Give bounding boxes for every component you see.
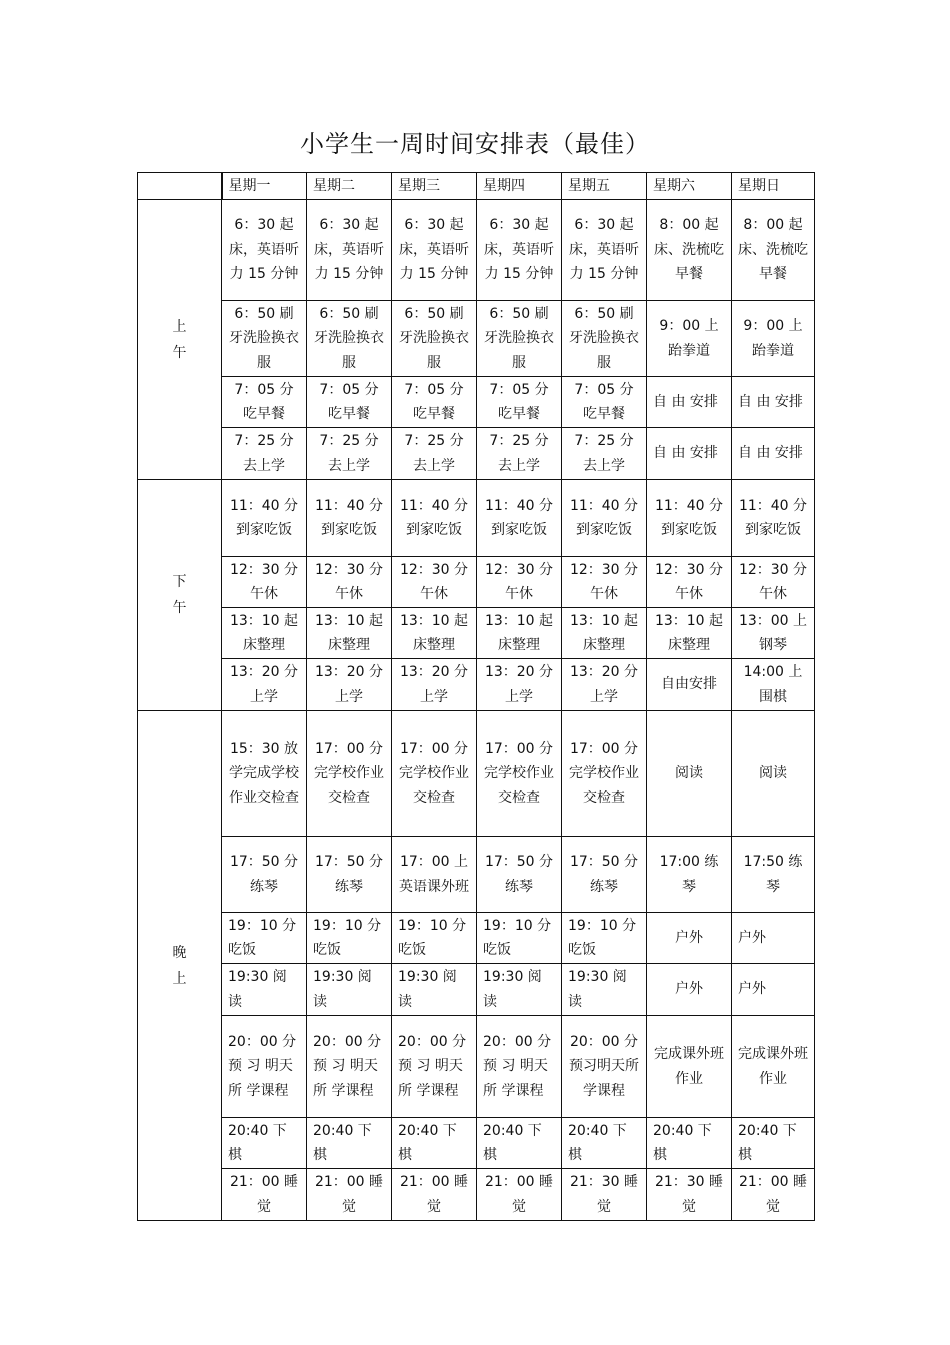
schedule-cell-sun: 户外 bbox=[732, 964, 815, 1016]
schedule-cell-sat: 自 由 安排 bbox=[647, 377, 732, 428]
schedule-cell-sat: 阅读 bbox=[647, 711, 732, 837]
schedule-cell-wed: 20：00 分预 习 明天 所 学课程 bbox=[392, 1016, 477, 1118]
schedule-cell-wed: 12：30 分午休 bbox=[392, 557, 477, 608]
schedule-cell-thu: 17：00 分完学校作业交检查 bbox=[477, 711, 562, 837]
schedule-cell-fri: 21：30 睡觉 bbox=[562, 1169, 647, 1221]
schedule-cell-tue: 13：20 分上学 bbox=[307, 659, 392, 711]
schedule-cell-sun: 8：00 起床、洗梳吃早餐 bbox=[732, 200, 815, 301]
header-day-sat: 星期六 bbox=[647, 173, 732, 200]
schedule-cell-mon: 20:40 下棋 bbox=[222, 1118, 307, 1169]
schedule-cell-sun: 阅读 bbox=[732, 711, 815, 837]
schedule-cell-thu: 21：00 睡觉 bbox=[477, 1169, 562, 1221]
schedule-cell-sat: 户外 bbox=[647, 964, 732, 1016]
schedule-cell-fri: 13：10 起床整理 bbox=[562, 608, 647, 659]
schedule-cell-sun: 自 由 安排 bbox=[732, 377, 815, 428]
schedule-cell-wed: 13：20 分上学 bbox=[392, 659, 477, 711]
schedule-cell-sat: 11：40 分到家吃饭 bbox=[647, 480, 732, 557]
schedule-cell-sun: 21：00 睡觉 bbox=[732, 1169, 815, 1221]
schedule-cell-thu: 17：50 分练琴 bbox=[477, 837, 562, 913]
schedule-cell-wed: 20:40 下棋 bbox=[392, 1118, 477, 1169]
schedule-cell-mon: 17：50 分练琴 bbox=[222, 837, 307, 913]
schedule-cell-thu: 11：40 分到家吃饭 bbox=[477, 480, 562, 557]
schedule-cell-tue: 13：10 起床整理 bbox=[307, 608, 392, 659]
schedule-cell-tue: 21：00 睡觉 bbox=[307, 1169, 392, 1221]
page-title: 小学生一周时间安排表（最佳） bbox=[300, 130, 650, 158]
schedule-cell-tue: 6：50 刷牙洗脸换衣服 bbox=[307, 301, 392, 377]
table-row bbox=[138, 557, 815, 608]
schedule-cell-mon: 20：00 分预 习 明天 所 学课程 bbox=[222, 1016, 307, 1118]
schedule-cell-thu: 6：50 刷牙洗脸换衣服 bbox=[477, 301, 562, 377]
schedule-cell-tue: 12：30 分午休 bbox=[307, 557, 392, 608]
schedule-cell-sat: 17:00 练琴 bbox=[647, 837, 732, 913]
schedule-cell-thu: 12：30 分午休 bbox=[477, 557, 562, 608]
schedule-cell-wed: 11：40 分到家吃饭 bbox=[392, 480, 477, 557]
table-row bbox=[138, 200, 815, 301]
schedule-cell-fri: 17：00 分完学校作业交检查 bbox=[562, 711, 647, 837]
period-label: 下 午 bbox=[138, 480, 222, 711]
schedule-cell-fri: 19：10 分吃饭 bbox=[562, 913, 647, 964]
schedule-cell-tue: 7：25 分去上学 bbox=[307, 428, 392, 480]
schedule-cell-sat: 21：30 睡觉 bbox=[647, 1169, 732, 1221]
schedule-cell-sun: 9：00 上跆拳道 bbox=[732, 301, 815, 377]
schedule-cell-sat: 完成课外班作业 bbox=[647, 1016, 732, 1118]
schedule-cell-sun: 户外 bbox=[732, 913, 815, 964]
schedule-cell-tue: 17：00 分完学校作业交检查 bbox=[307, 711, 392, 837]
schedule-cell-thu: 20：00 分预 习 明天 所 学课程 bbox=[477, 1016, 562, 1118]
schedule-cell-sun: 14:00 上围棋 bbox=[732, 659, 815, 711]
schedule-cell-tue: 17：50 分练琴 bbox=[307, 837, 392, 913]
table-row bbox=[138, 608, 815, 659]
schedule-cell-sun: 11：40 分到家吃饭 bbox=[732, 480, 815, 557]
schedule-cell-thu: 7：05 分吃早餐 bbox=[477, 377, 562, 428]
schedule-cell-wed: 7：05 分吃早餐 bbox=[392, 377, 477, 428]
schedule-cell-thu: 13：20 分上学 bbox=[477, 659, 562, 711]
schedule-cell-tue: 6：30 起床，英语听力 15 分钟 bbox=[307, 200, 392, 301]
schedule-cell-mon: 13：10 起床整理 bbox=[222, 608, 307, 659]
schedule-cell-tue: 7：05 分吃早餐 bbox=[307, 377, 392, 428]
table-row bbox=[138, 480, 815, 557]
schedule-cell-tue: 20：00 分预 习 明天 所 学课程 bbox=[307, 1016, 392, 1118]
table-row bbox=[138, 428, 815, 480]
schedule-cell-sat: 自 由 安排 bbox=[647, 428, 732, 480]
header-day-mon: 星期一 bbox=[222, 173, 307, 200]
table-row bbox=[138, 377, 815, 428]
schedule-cell-mon: 7：25 分去上学 bbox=[222, 428, 307, 480]
schedule-cell-thu: 19：10 分吃饭 bbox=[477, 913, 562, 964]
schedule-cell-fri: 17：50 分练琴 bbox=[562, 837, 647, 913]
table-row bbox=[138, 1169, 815, 1221]
period-label: 晚 上 bbox=[138, 711, 222, 1221]
schedule-cell-wed: 13：10 起床整理 bbox=[392, 608, 477, 659]
schedule-cell-mon: 6：30 起床，英语听力 15 分钟 bbox=[222, 200, 307, 301]
schedule-cell-sat: 13：10 起床整理 bbox=[647, 608, 732, 659]
schedule-cell-mon: 11：40 分到家吃饭 bbox=[222, 480, 307, 557]
header-day-wed: 星期三 bbox=[392, 173, 477, 200]
schedule-cell-mon: 12：30 分午休 bbox=[222, 557, 307, 608]
schedule-cell-sat: 户外 bbox=[647, 913, 732, 964]
schedule-cell-fri: 7：05 分吃早餐 bbox=[562, 377, 647, 428]
schedule-cell-fri: 13：20 分上学 bbox=[562, 659, 647, 711]
schedule-cell-thu: 19:30 阅读 bbox=[477, 964, 562, 1016]
header-day-tue: 星期二 bbox=[307, 173, 392, 200]
table-row bbox=[138, 1118, 815, 1169]
table-body bbox=[138, 200, 815, 1221]
schedule-cell-thu: 7：25 分去上学 bbox=[477, 428, 562, 480]
table-row bbox=[138, 659, 815, 711]
weekly-schedule-table bbox=[137, 172, 815, 1221]
schedule-cell-sun: 12：30 分午休 bbox=[732, 557, 815, 608]
schedule-cell-mon: 6：50 刷牙洗脸换衣服 bbox=[222, 301, 307, 377]
schedule-cell-sun: 完成课外班作业 bbox=[732, 1016, 815, 1118]
table-header bbox=[138, 173, 815, 200]
table-row bbox=[138, 301, 815, 377]
schedule-cell-sun: 13：00 上钢琴 bbox=[732, 608, 815, 659]
schedule-cell-fri: 7：25 分去上学 bbox=[562, 428, 647, 480]
schedule-cell-sun: 20:40 下棋 bbox=[732, 1118, 815, 1169]
schedule-cell-sat: 自由安排 bbox=[647, 659, 732, 711]
schedule-cell-mon: 21：00 睡觉 bbox=[222, 1169, 307, 1221]
schedule-cell-tue: 19：10 分吃饭 bbox=[307, 913, 392, 964]
schedule-cell-tue: 11：40 分到家吃饭 bbox=[307, 480, 392, 557]
schedule-cell-thu: 6：30 起床，英语听力 15 分钟 bbox=[477, 200, 562, 301]
schedule-cell-fri: 6：30 起床，英语听力 15 分钟 bbox=[562, 200, 647, 301]
header-day-thu: 星期四 bbox=[477, 173, 562, 200]
schedule-cell-mon: 15：30 放学完成学校作业交检查 bbox=[222, 711, 307, 837]
header-row bbox=[138, 173, 815, 200]
schedule-cell-tue: 20:40 下棋 bbox=[307, 1118, 392, 1169]
schedule-cell-mon: 13：20 分上学 bbox=[222, 659, 307, 711]
schedule-cell-tue: 19:30 阅读 bbox=[307, 964, 392, 1016]
schedule-cell-wed: 7：25 分去上学 bbox=[392, 428, 477, 480]
schedule-cell-sun: 17:50 练琴 bbox=[732, 837, 815, 913]
schedule-cell-wed: 6：30 起床，英语听力 15 分钟 bbox=[392, 200, 477, 301]
header-corner-cell bbox=[138, 173, 222, 200]
schedule-cell-mon: 19:30 阅读 bbox=[222, 964, 307, 1016]
schedule-cell-wed: 6：50 刷牙洗脸换衣服 bbox=[392, 301, 477, 377]
period-label: 上 午 bbox=[138, 200, 222, 480]
schedule-cell-fri: 12：30 分午休 bbox=[562, 557, 647, 608]
schedule-cell-fri: 20：00 分预习明天所学课程 bbox=[562, 1016, 647, 1118]
schedule-cell-fri: 19:30 阅读 bbox=[562, 964, 647, 1016]
schedule-cell-sat: 9：00 上跆拳道 bbox=[647, 301, 732, 377]
schedule-cell-wed: 21：00 睡觉 bbox=[392, 1169, 477, 1221]
schedule-cell-thu: 13：10 起床整理 bbox=[477, 608, 562, 659]
table-row bbox=[138, 1016, 815, 1118]
schedule-cell-sat: 8：00 起床、洗梳吃早餐 bbox=[647, 200, 732, 301]
table-row bbox=[138, 913, 815, 964]
header-day-sun: 星期日 bbox=[732, 173, 815, 200]
schedule-cell-wed: 19:30 阅读 bbox=[392, 964, 477, 1016]
schedule-cell-fri: 20:40 下棋 bbox=[562, 1118, 647, 1169]
header-day-fri: 星期五 bbox=[562, 173, 647, 200]
schedule-cell-sat: 12：30 分午休 bbox=[647, 557, 732, 608]
table-row bbox=[138, 837, 815, 913]
schedule-cell-wed: 17：00 上英语课外班 bbox=[392, 837, 477, 913]
schedule-cell-mon: 7：05 分吃早餐 bbox=[222, 377, 307, 428]
schedule-cell-sat: 20:40 下棋 bbox=[647, 1118, 732, 1169]
table-row bbox=[138, 964, 815, 1016]
schedule-cell-thu: 20:40 下棋 bbox=[477, 1118, 562, 1169]
schedule-cell-sun: 自 由 安排 bbox=[732, 428, 815, 480]
schedule-cell-fri: 6：50 刷牙洗脸换衣服 bbox=[562, 301, 647, 377]
schedule-cell-mon: 19：10 分吃饭 bbox=[222, 913, 307, 964]
schedule-cell-fri: 11：40 分到家吃饭 bbox=[562, 480, 647, 557]
schedule-cell-wed: 19：10 分吃饭 bbox=[392, 913, 477, 964]
table-row bbox=[138, 711, 815, 837]
schedule-cell-wed: 17：00 分完学校作业交检查 bbox=[392, 711, 477, 837]
